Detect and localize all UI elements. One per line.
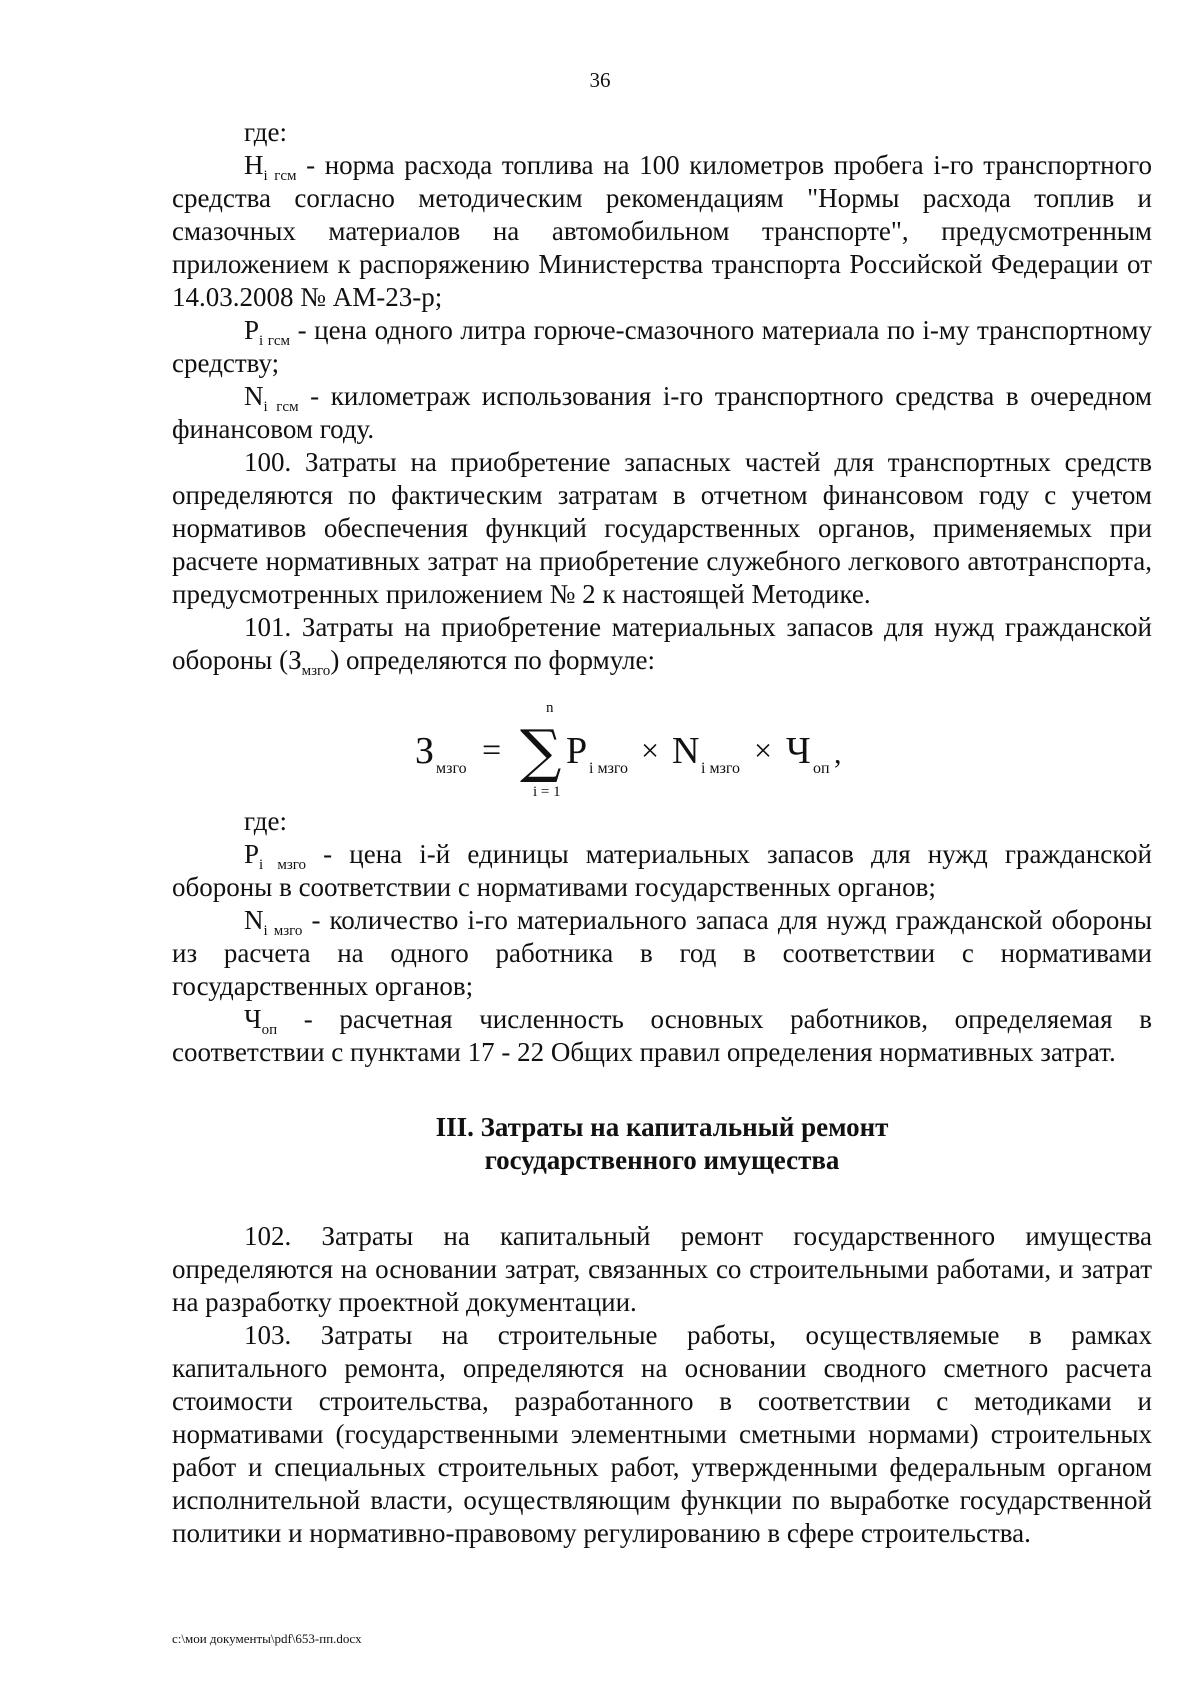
formula-lhs: З [415, 730, 435, 772]
formula-term-p: P [566, 730, 588, 772]
definition-text: - количество i-го материального запаса для нужд гражданской обороны из расчета на одного работника в год в соответствии с нормативами государственных органов; [172, 905, 1152, 1001]
formula-term-p-subscript: i мзго [589, 760, 629, 777]
symbol-subscript: мзго [301, 663, 331, 679]
formula-svg [172, 677, 1152, 805]
definition-text: - цена i-й единицы материальных запасов для нужд гражданской обороны в соответствии с нормативами государственных органов; [172, 839, 1152, 902]
formula-times: × [641, 732, 660, 768]
symbol-subscript: i мзго [259, 857, 307, 873]
symbol: Ч [244, 1004, 262, 1034]
formula-term-ch-subscript: оп [813, 760, 830, 777]
definition-n-gsm [172, 380, 1152, 446]
formula-times: × [754, 732, 773, 768]
symbol-subscript: i гсм [263, 399, 299, 415]
where-label: где: [244, 117, 287, 147]
formula-lhs-subscript: мзго [436, 760, 467, 777]
document-body [172, 116, 1152, 1550]
sigma-symbol: ∑ [520, 717, 562, 785]
formula-comma: , [834, 737, 842, 770]
symbol-subscript: i гсм [263, 168, 297, 184]
symbol: Н [244, 150, 264, 180]
definition-n-mzgo [172, 904, 1152, 1003]
symbol: N [244, 905, 264, 935]
paragraph-text: 101. Затраты на приобретение материальных запасов для нужд гражданской обороны (З [172, 612, 1152, 675]
formula-block [172, 677, 1152, 805]
sum-lower-limit: i = 1 [533, 784, 561, 800]
symbol: P [244, 839, 260, 869]
symbol-subscript: i гсм [259, 333, 291, 349]
paragraph-102: 102. Затраты на капитальный ремонт государственного имущества определяются на основании затрат, связанных со строительными работами, и затрат на разработку проектной документации. [172, 1221, 1152, 1317]
definition-ch-op [172, 1003, 1152, 1069]
section-heading [172, 1111, 1152, 1177]
paragraph-101 [172, 611, 1152, 677]
definition-p-mzgo [172, 838, 1152, 904]
definition-text: - цена одного литра горюче-смазочного материала по i-му транспортному средству; [172, 315, 1152, 378]
definition-text: - километраж использования i-го транспортного средства в очередном финансовом году. [172, 381, 1152, 444]
definition-text: - норма расхода топлива на 100 километров пробега i-го транспортного средства согласно методическим рекомендациям "Нормы расхода топлив и смазочных материалов на автомобильном транспорте", предусмотренным приложением к распоряжению Министерства транспорта Российской Федерации от 14.03.2008 № АМ-23-р; [172, 150, 1152, 312]
symbol: N [244, 381, 264, 411]
paragraph-103: 103. Затраты на строительные работы, осуществляемые в рамках капитального ремонта, определяются на основании сводного сметного расчета стоимости строительства, разработанного в соответствии с методиками и нормативами (государственными элементными сметными нормами) строительных работ и специальных строительных работ, утвержденными федеральным органом исполнительной власти, осуществляющим функции по выработке государственной политики и нормативно-правовому регулированию в сфере строительства. [172, 1320, 1152, 1548]
sum-upper-limit: n [546, 700, 554, 716]
symbol-subscript: оп [261, 1022, 278, 1038]
symbol: Р [244, 315, 260, 345]
paragraph-text: ) определяются по формуле: [330, 645, 655, 675]
formula-term-ch: Ч [786, 730, 811, 772]
section-heading-line: III. Затраты на капитальный ремонт [435, 1112, 889, 1142]
definition-h-gsm [172, 149, 1152, 314]
paragraph-100: 100. Затраты на приобретение запасных частей для транспортных средств определяются по фактическим затратам в отчетном финансовом году с учетом нормативов обеспечения функций государственных органов, применяемых при расчете нормативных затрат на приобретение служебного легкового автотранспорта, предусмотренных приложением № 2 к настоящей Методике. [172, 447, 1152, 609]
definition-text: - расчетная численность основных работников, определяемая в соответствии с пунктами 17 - 22 Общих правил определения нормативных затрат. [172, 1004, 1152, 1067]
file-path-footer: c:\мои документы\pdf\653-пп.docx [172, 1631, 362, 1646]
definition-p-gsm [172, 314, 1152, 380]
formula-equals: = [482, 732, 502, 769]
formula-term-n: N [672, 730, 700, 772]
symbol-subscript: i мзго [263, 923, 303, 939]
page-number: 36 [589, 68, 611, 92]
where-label: где: [244, 806, 287, 836]
formula-term-n-subscript: i мзго [701, 760, 741, 777]
section-heading-line: государственного имущества [484, 1145, 840, 1175]
